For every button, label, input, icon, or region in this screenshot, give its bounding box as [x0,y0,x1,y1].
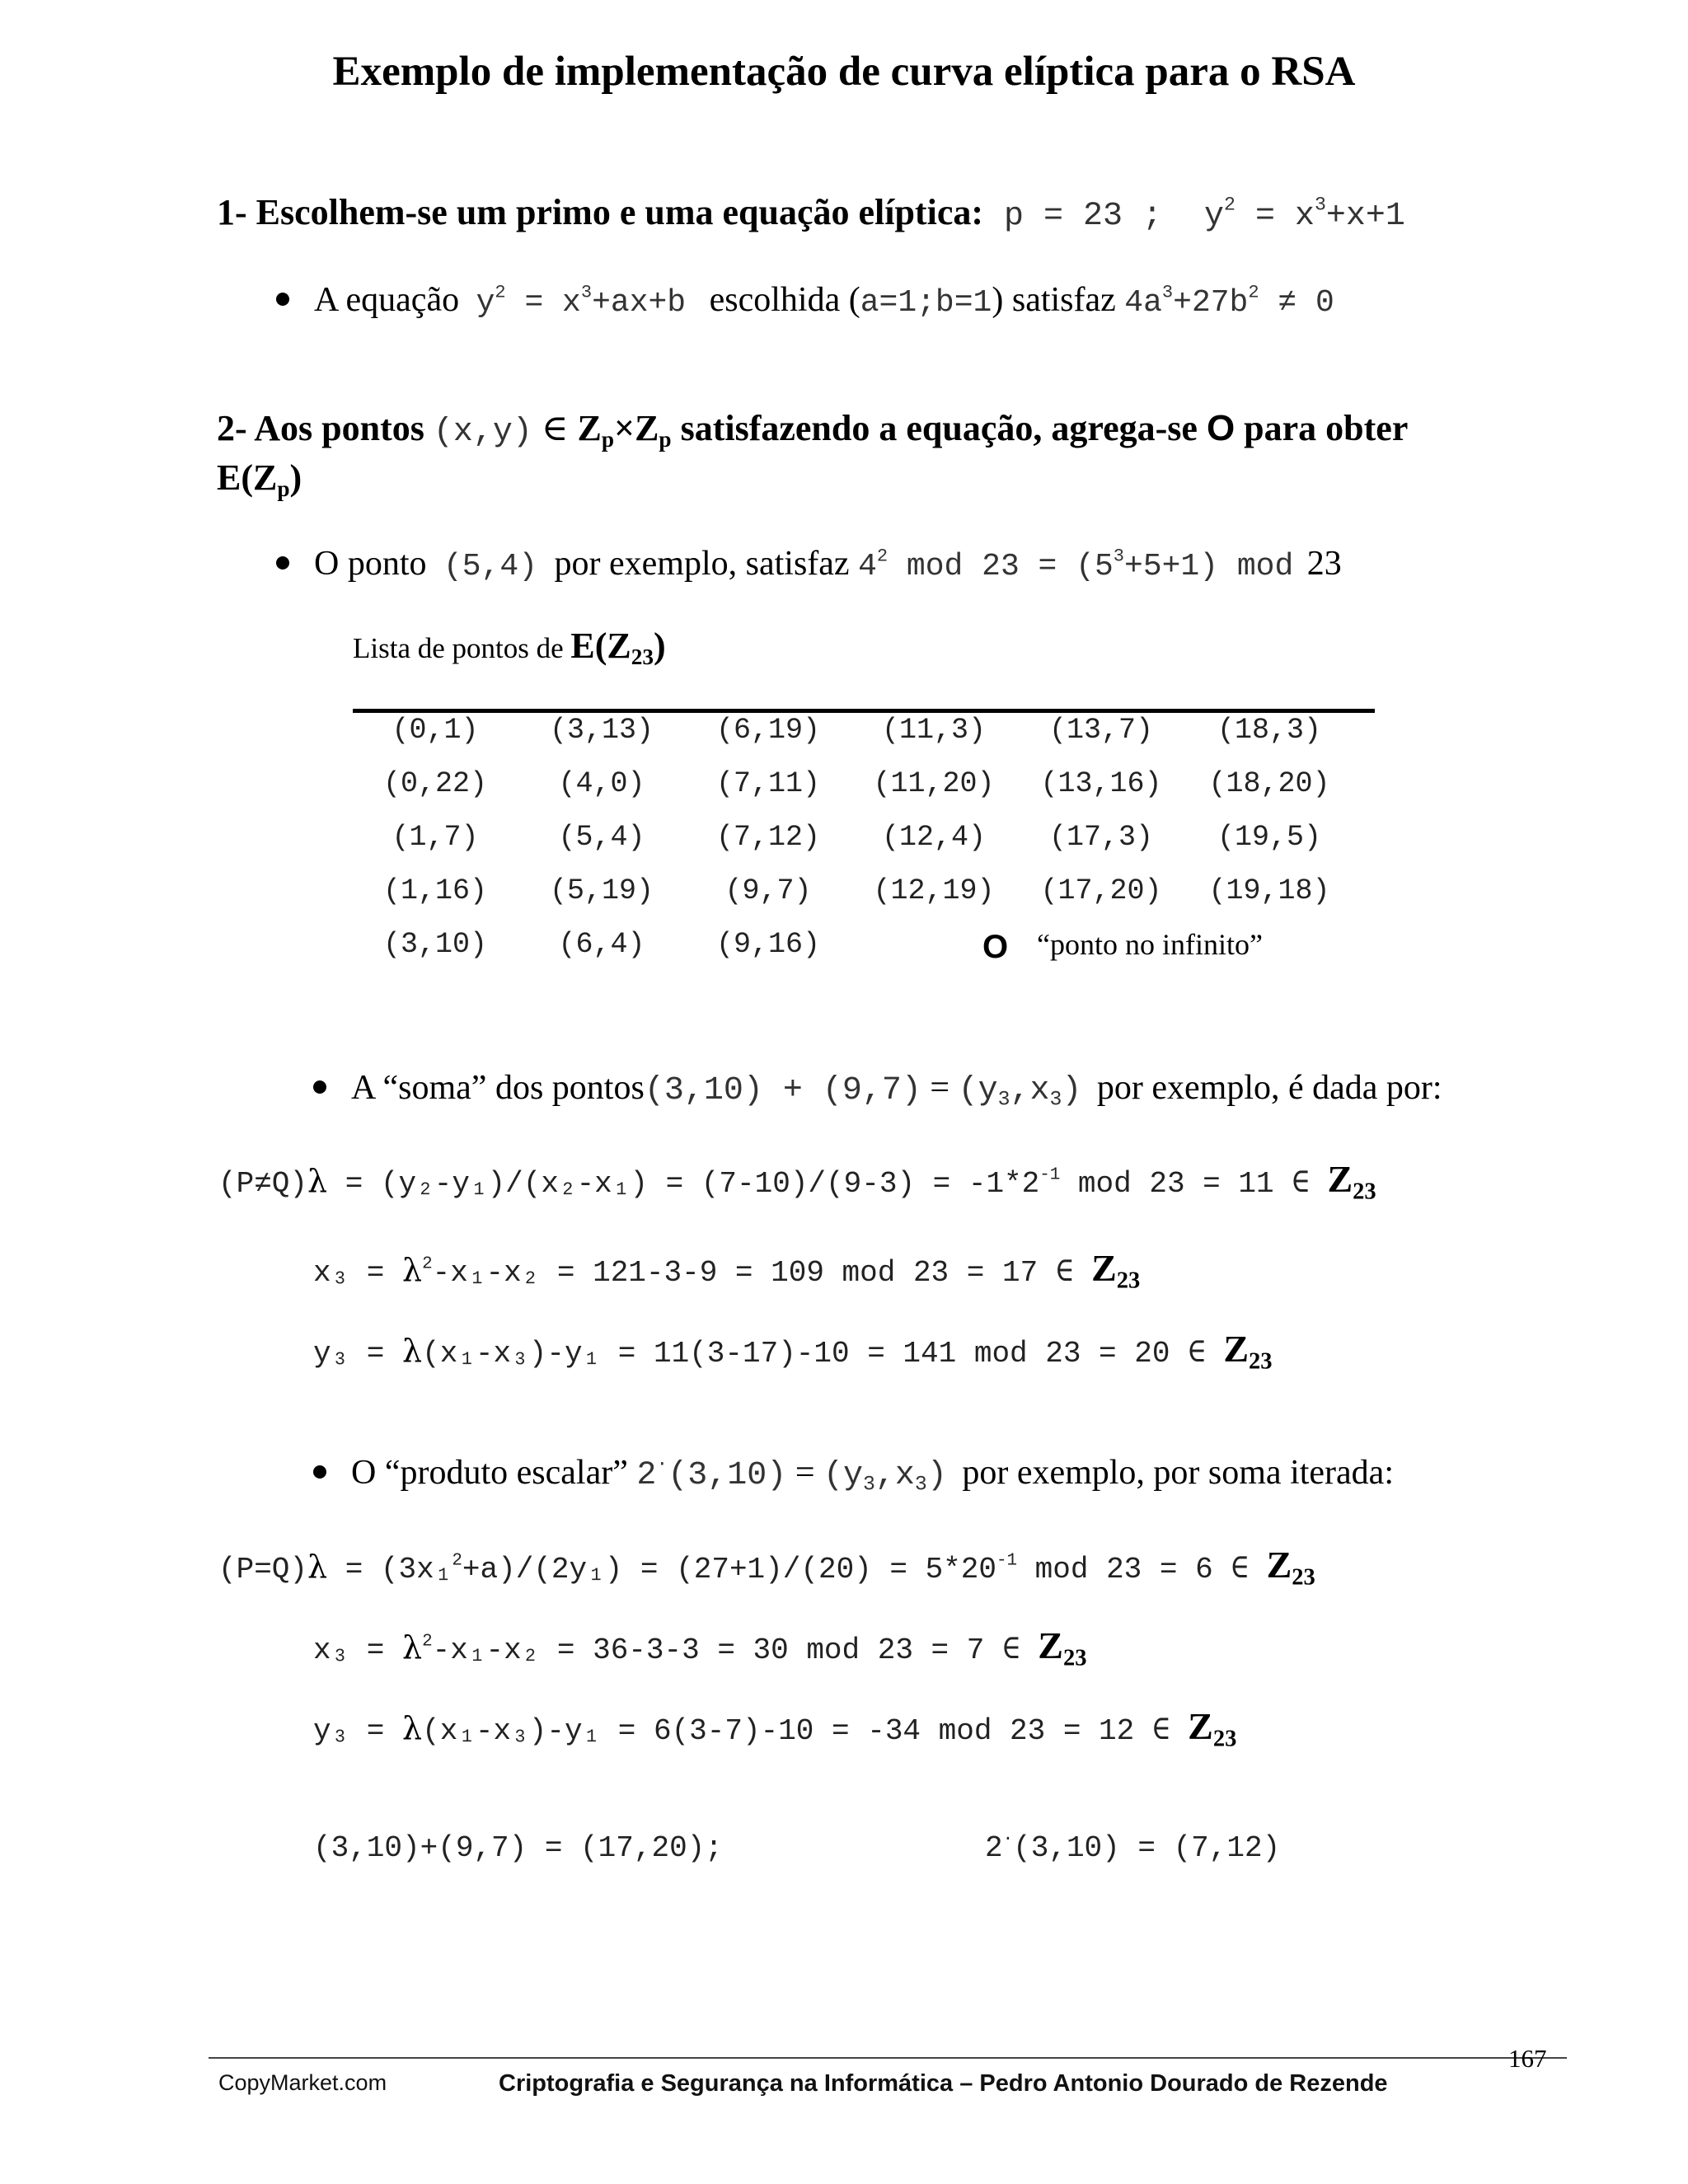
z23-symbol: $Z_{23}$ [1038,1624,1087,1671]
infinity-point-label: “ponto no infinito” [1037,928,1263,961]
page-number: 167 [1508,2044,1547,2073]
infinity-point-symbol: O [982,929,1009,965]
point-cell: (1,16) [382,874,488,907]
point-cell: (13,16) [1040,767,1162,800]
scalar-y3-line: y₃ = λ(x₁-x₃)-y₁ = 6(3-7)-10 = -34 mod 23 = 12 ∈ $Z_{23}$ [313,1705,1237,1752]
point-cell: (9,16) [715,928,821,961]
footer-site: CopyMarket.com [218,2070,387,2095]
point-cell: (6,19) [715,714,821,747]
section-2-heading: 2- Aos pontos (x,y) ∈ $Z_p\times Z_p$ satisfazendo a equação, agrega-se O para obter [217,408,1409,452]
point-cell: (3,10) [382,928,488,961]
footer-book-title: Criptografia e Segurança na Informática – Pedro Antonio Dourado de Rezende [499,2070,1388,2097]
point-cell: (7,11) [715,767,821,800]
z23-symbol: $Z_{23}$ [1091,1247,1141,1294]
point-cell: (17,20) [1040,874,1162,907]
result-sum: (3,10)+(9,7) = (17,20); [313,1831,723,1865]
point-cell: (18,3) [1217,714,1322,747]
point-cell: (5,4) [558,821,645,854]
bullet-icon [313,1465,326,1479]
bullet-icon [313,1080,326,1094]
z23-symbol: $Z_{23}$ [1266,1544,1315,1591]
point-cell: (5,19) [549,874,654,907]
scalar-bullet: O “produto escalar” $2^\cdot(3,10) = (y_3,x_3)$ por exemplo, por soma iterada: [313,1453,1394,1494]
result-scalar: 2·(3,10) = (7,12) [985,1830,1281,1865]
point-cell: (6,4) [558,928,645,961]
point-cell: (0,1) [392,714,479,747]
bullet-icon [276,556,289,569]
sum-y3-line: y₃ = λ(x₁-x₃)-y₁ = 11(3-17)-10 = 141 mod 23 = 20 ∈ $Z_{23}$ [313,1328,1273,1375]
z23-symbol: $Z_{23}$ [1223,1328,1273,1375]
point-cell: (9,7) [724,874,812,907]
points-list-rule [353,709,1375,713]
section-1-heading: 1- Escolhem-se um primo e uma equação elíptica: p = 23 ; $y^2 = x^3+x+1$ [217,192,1405,235]
elliptic-equation: $y^2 = x^3+x+1$ [1204,194,1405,235]
point-cell: (12,4) [881,821,987,854]
point-cell: (1,7) [392,821,479,854]
point-cell: (0,22) [382,767,488,800]
point-cell: (11,3) [881,714,987,747]
z23-symbol: $Z_{23}$ [1327,1158,1376,1205]
point-cell: (12,19) [873,874,995,907]
point-cell: (19,18) [1208,874,1330,907]
section-1-bullet: A equação $y^2 = x^3+ax+b$ escolhida (a=1;b=1) satisfaz $4a^3+27b^2 \ne 0$ [276,280,1334,321]
point-cell: (13,7) [1048,714,1154,747]
scalar-lambda-line: $(P=Q)\lambda = (3x_1^2+a)/(2y_1) = (27+1)/(20) = 5*20^{-1}$ mod 23 = 6 ∈ $Z_{23}$ [218,1544,1315,1591]
bullet-icon [276,293,289,306]
sum-bullet: A “soma” dos pontos(3,10) + $(9,7) = (y_3,x_3)$ por exemplo, é dada por: [313,1068,1442,1109]
point-cell: (3,13) [549,714,654,747]
sum-x3-line: $x_3 = \lambda^2-x_1-x_2 = 121-3-9 = 109$ mod 23 = 17 ∈ $Z_{23}$ [313,1247,1141,1294]
point-cell: (17,3) [1048,821,1154,854]
point-cell: (19,5) [1217,821,1322,854]
scalar-x3-line: $x_3 = \lambda^2-x_1-x_2 = 36-3-3 = 30$ mod 23 = 7 ∈ $Z_{23}$ [313,1624,1087,1671]
point-cell: (11,20) [873,767,995,800]
points-list-caption: Lista de pontos de $E(Z_{23})$ [353,626,666,670]
point-cell: (7,12) [715,821,821,854]
section-2-heading-line-2: $E(Z_p)$ [217,457,302,502]
point-cell: (18,20) [1208,767,1330,800]
page-title: Exemplo de implementação de curva elíptica para o RSA [332,49,1356,95]
z23-symbol: $Z_{23}$ [1188,1705,1237,1752]
sum-lambda-line: $(P\ne Q)\lambda = (y_2-y_1)/(x_2-x_1) = (7-10)/(9-3) = -1*2^{-1}$ mod 23 = 11 ∈ $Z_{23}$ [218,1158,1376,1205]
footer-rule [209,2057,1567,2059]
point-cell: (4,0) [558,767,645,800]
section-2-bullet: O ponto (5,4) por exemplo, satisfaz $4^2$ mod $23 = (5^3+5+1)$ mod 23 [276,544,1342,584]
